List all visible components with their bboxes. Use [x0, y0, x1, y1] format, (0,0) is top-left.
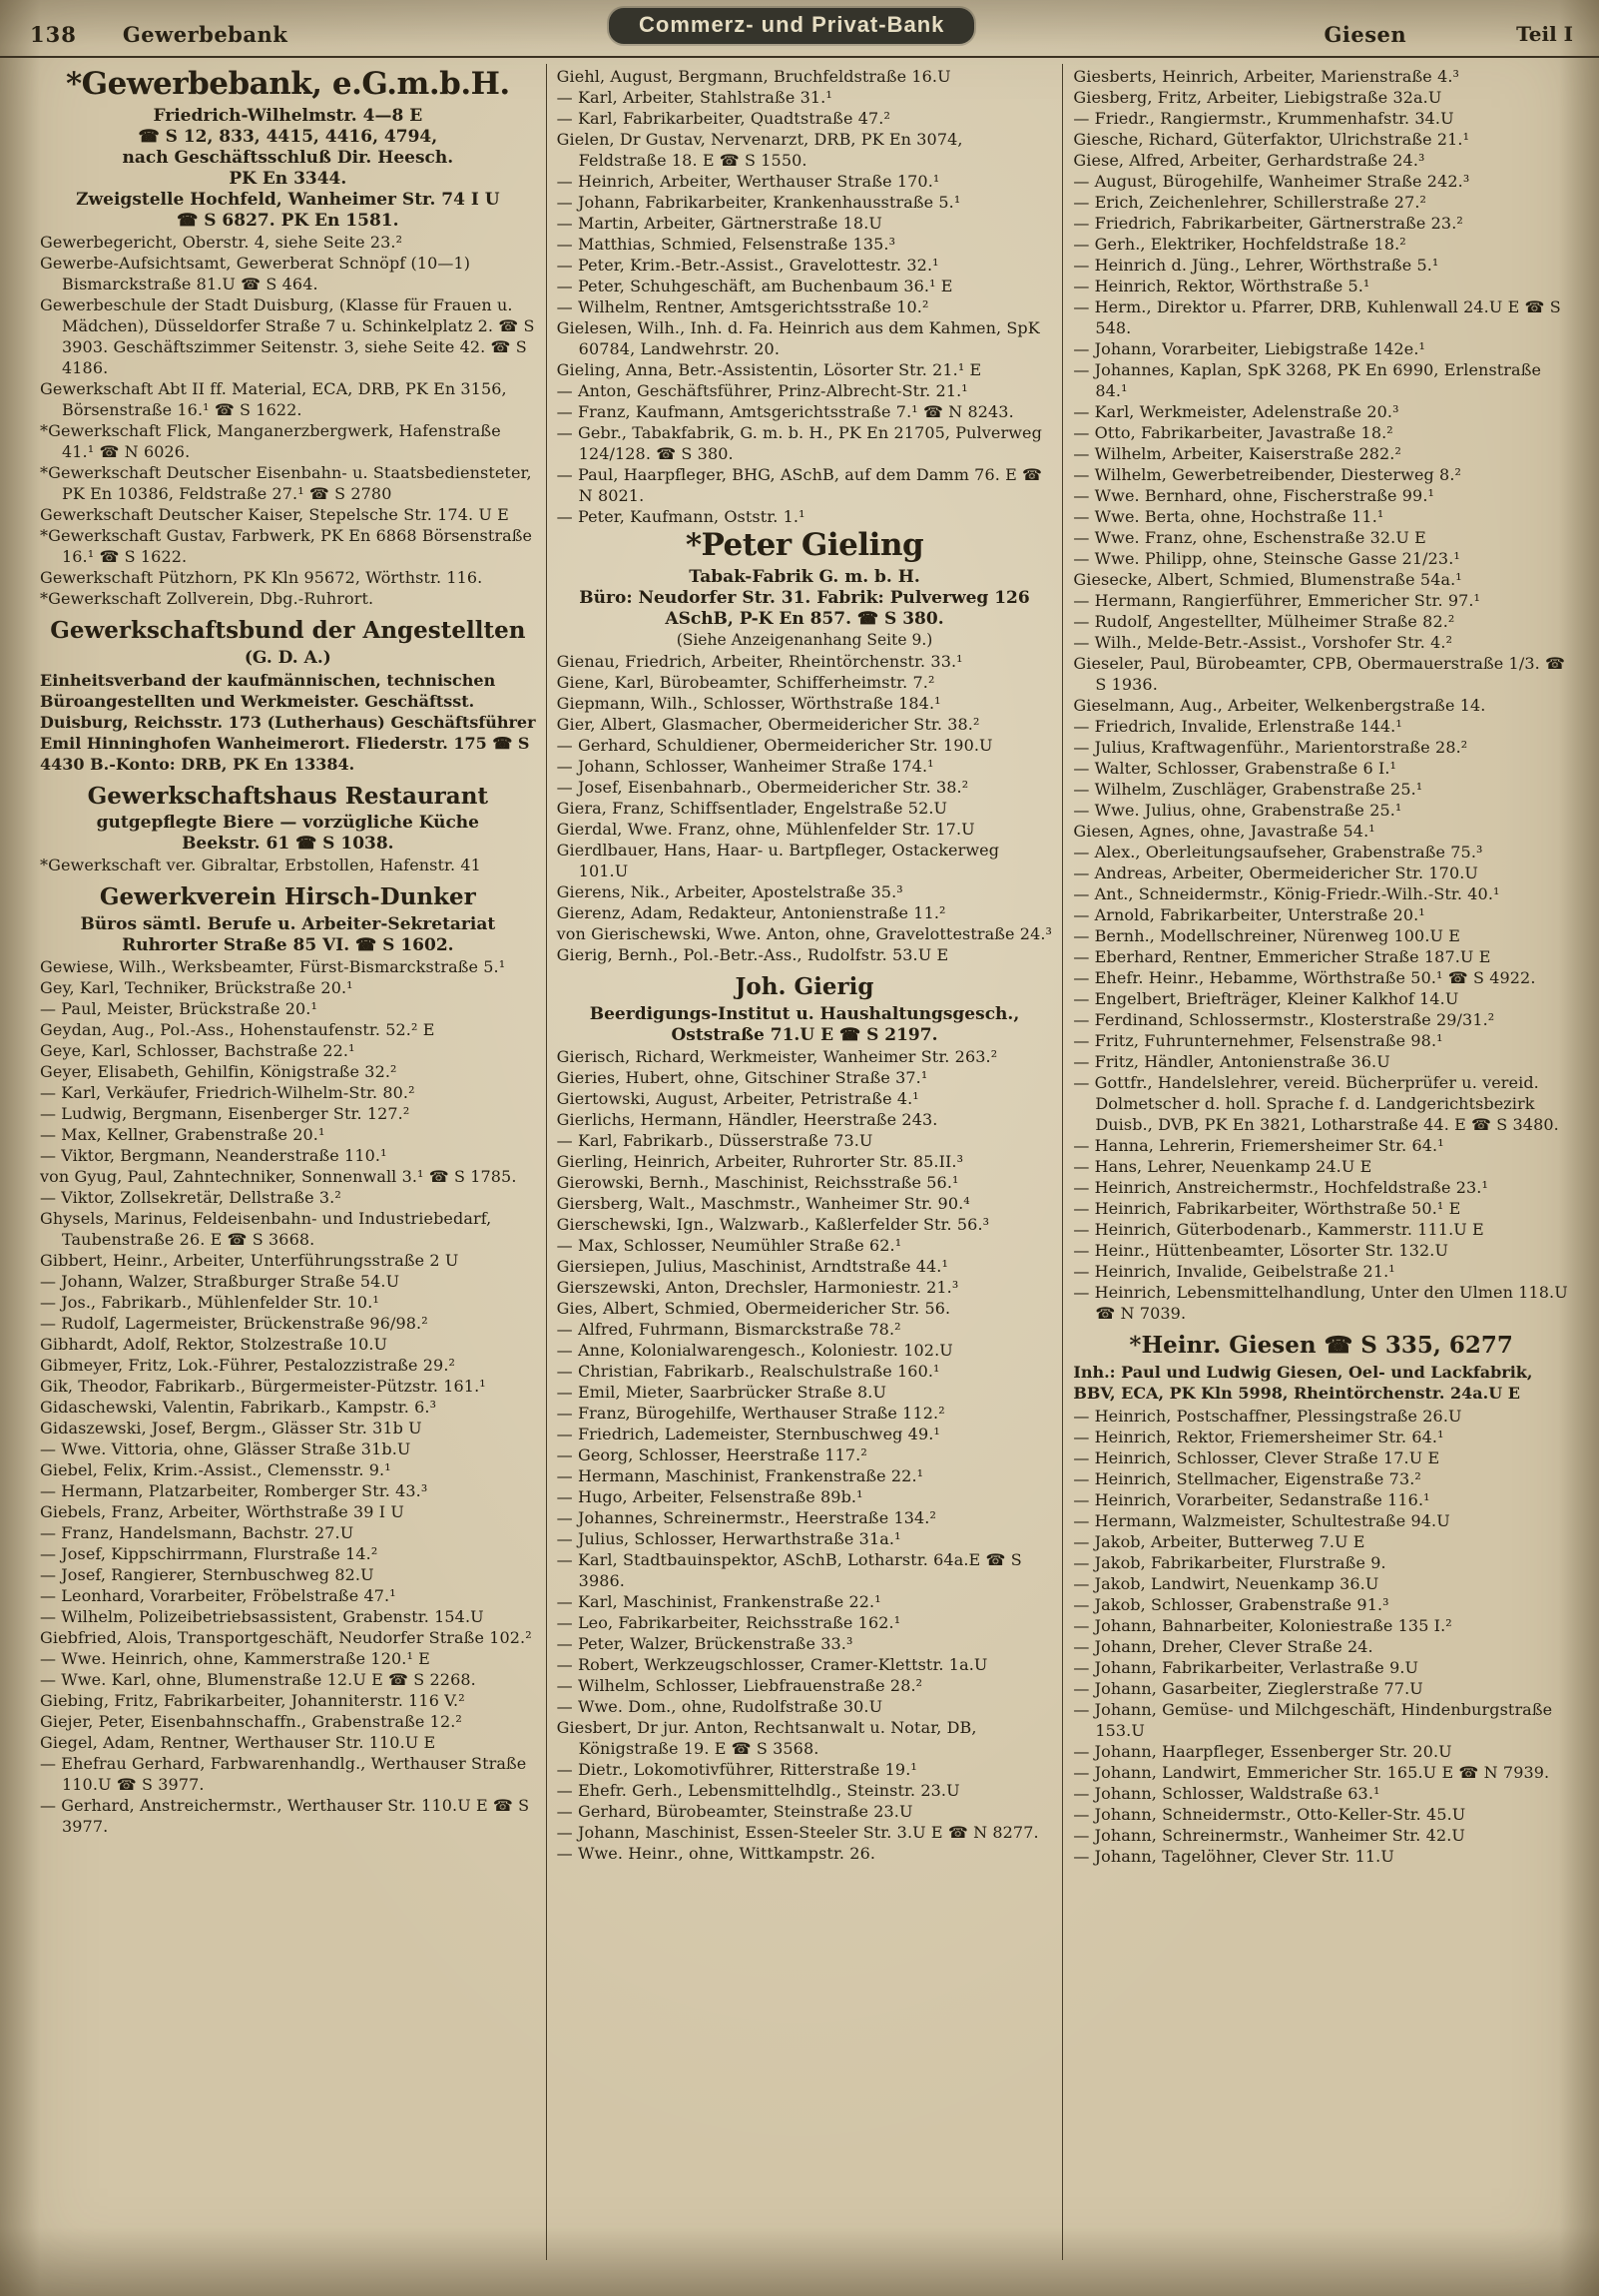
- directory-entry: — Wilhelm, Gewerbetreibender, Diesterweg 8.²: [1073, 465, 1462, 484]
- directory-entry: — Karl, Verkäufer, Friedrich-Wilhelm-Str. 80.²: [40, 1082, 415, 1102]
- directory-entry: — Erich, Zeichenlehrer, Schillerstraße 27.²: [1073, 193, 1427, 212]
- directory-entry: — Johann, Maschinist, Essen-Steeler Str. 3.U E ☎ N 8277.: [556, 1822, 1039, 1842]
- directory-entry: — Johann, Vorarbeiter, Liebigstraße 142e.¹: [1073, 339, 1426, 358]
- directory-entry: — Josef, Eisenbahnarb., Obermeidericher Str. 38.²: [556, 778, 969, 798]
- directory-entry: Giesche, Richard, Güterfaktor, Ulrichstraße 21.¹: [1073, 130, 1470, 149]
- directory-entry: — Heinrich, Vorarbeiter, Sedanstraße 116.¹: [1073, 1490, 1430, 1510]
- directory-adbold: Friedrich-Wilhelmstr. 4—8 E: [153, 106, 423, 127]
- directory-entry: — Franz, Bürogehilfe, Werthauser Straße 112.²: [556, 1403, 945, 1423]
- directory-entry: Gewerkschaft Pützhorn, PK Kln 95672, Wörthstr. 116.: [40, 568, 483, 588]
- directory-entry: Giera, Franz, Schiffsentlader, Engelstraße 52.U: [556, 799, 948, 819]
- directory-entry: Gewerbegericht, Oberstr. 4, siehe Seite 23.²: [40, 233, 403, 253]
- directory-entry: — Wilhelm, Rentner, Amtsgerichtsstraße 10.²: [556, 297, 929, 316]
- directory-parabold: Inh.: Paul und Ludwig Giesen, Oel- und Lackfabrik, BBV, ECA, PK Kln 5998, Rheintörchenstr. 24a.U E: [1073, 1363, 1533, 1404]
- directory-subhead: Gewerkverein Hirsch-Dunker: [99, 883, 476, 911]
- directory-entry: — Arnold, Fabrikarbeiter, Unterstraße 20.¹: [1073, 905, 1425, 924]
- directory-entry: — Heinrich, Arbeiter, Werthauser Straße 170.¹: [556, 172, 940, 191]
- directory-entry: — Johann, Tagelöhner, Clever Str. 11.U: [1073, 1847, 1394, 1867]
- directory-entry: Giene, Karl, Bürobeamter, Schifferheimstr. 7.²: [556, 673, 935, 693]
- directory-entry: — Hermann, Maschinist, Frankenstraße 22.¹: [556, 1465, 924, 1485]
- directory-entry: Gierenz, Adam, Redakteur, Antonienstraße 11.²: [556, 903, 946, 923]
- directory-entry: Gierling, Heinrich, Arbeiter, Ruhrorter Str. 85.II.³: [556, 1151, 964, 1171]
- directory-entry: — Max, Kellner, Grabenstraße 20.¹: [40, 1124, 325, 1144]
- directory-entry: — Johann, Schlosser, Waldstraße 63.¹: [1073, 1784, 1380, 1804]
- directory-entry: Ghysels, Marinus, Feldeisenbahn- und Industriebedarf, Taubenstraße 26. E ☎ S 3668.: [40, 1208, 492, 1249]
- directory-adbold: Beekstr. 61 ☎ S 1038.: [182, 834, 394, 855]
- directory-entry: — Peter, Schuhgeschäft, am Buchenbaum 36.¹ E: [556, 277, 953, 295]
- directory-entry: Gik, Theodor, Fabrikarb., Bürgermeister-Pützstr. 161.¹: [40, 1376, 486, 1396]
- directory-adbold: gutgepflegte Biere — vorzügliche Küche: [96, 813, 479, 834]
- directory-entry: — Johann, Haarpfleger, Essenberger Str. 20.U: [1073, 1742, 1452, 1762]
- directory-entry: — Johannes, Schreinermstr., Heerstraße 134.²: [556, 1507, 937, 1527]
- directory-adbold: Beerdigungs-Institut u. Haushaltungsgesch.,: [589, 1003, 1020, 1024]
- directory-entry: Gewerbe-Aufsichtsamt, Gewerberat Schnöpf (10—1) Bismarckstraße 81.U ☎ S 464.: [40, 254, 471, 294]
- column-1: [30, 64, 546, 2260]
- directory-entry: — Heinrich, Anstreichermstr., Hochfeldstraße 23.¹: [1073, 1178, 1488, 1197]
- directory-entry: — Karl, Stadtbauinspektor, ASchB, Lotharstr. 64a.E ☎ S 3986.: [556, 1549, 1022, 1590]
- directory-entry: — Rudolf, Angestellter, Mülheimer Straße 82.²: [1073, 612, 1455, 631]
- directory-entry: — Walter, Schlosser, Grabenstraße 6 I.¹: [1073, 759, 1397, 778]
- directory-entry: — Karl, Arbeiter, Stahlstraße 31.¹: [556, 88, 832, 107]
- directory-entry: — Johann, Fabrikarbeiter, Krankenhausstraße 5.¹: [556, 193, 961, 212]
- directory-entry: — Robert, Werkzeugschlosser, Cramer-Klettstr. 1a.U: [556, 1654, 988, 1674]
- column-3: [1062, 64, 1579, 2260]
- directory-entry: Gibbert, Heinr., Arbeiter, Unterführungsstraße 2 U: [40, 1250, 459, 1270]
- directory-entry: — Karl, Fabrikarb., Düsserstraße 73.U: [556, 1130, 873, 1150]
- directory-entry: — Anne, Kolonialwarengesch., Koloniestr. 102.U: [556, 1340, 953, 1360]
- directory-entry: — Julius, Kraftwagenführ., Marientorstraße 28.²: [1073, 738, 1468, 757]
- directory-entry: Gidaschewski, Valentin, Fabrikarb., Kampstr. 6.³: [40, 1397, 437, 1417]
- directory-entry: — Wwe. Dom., ohne, Rudolfstraße 30.U: [556, 1696, 883, 1716]
- directory-entry: — Johann, Schreinermstr., Wanheimer Str. 42.U: [1073, 1826, 1465, 1846]
- directory-entry: Giebing, Fritz, Fabrikarbeiter, Johanniterstr. 116 V.²: [40, 1690, 465, 1710]
- directory-entry: — Hermann, Rangierführer, Emmericher Str. 97.¹: [1073, 591, 1481, 610]
- directory-adbold: Büro: Neudorfer Str. 31. Fabrik: Pulverweg 126: [579, 588, 1030, 609]
- directory-entry: — Alex., Oberleitungsaufseher, Grabenstraße 75.³: [1073, 843, 1483, 861]
- directory-subhead: *Heinr. Giesen ☎ S 335, 6277: [1129, 1332, 1513, 1359]
- directory-entry: — Friedrich, Lademeister, Sternbuschweg 49.¹: [556, 1424, 940, 1443]
- directory-entry: — Karl, Fabrikarbeiter, Quadtstraße 47.²: [556, 109, 890, 128]
- directory-entry: — Johann, Schneidermstr., Otto-Keller-Str. 45.U: [1073, 1805, 1466, 1825]
- directory-entry: — Ehefr. Heinr., Hebamme, Wörthstraße 50.¹ ☎ S 4922.: [1073, 968, 1536, 987]
- directory-subhead: Gewerkschaftshaus Restaurant: [87, 782, 489, 810]
- directory-entry: — Heinrich, Schlosser, Clever Straße 17.U E: [1073, 1448, 1440, 1468]
- directory-entry: Gies, Albert, Schmied, Obermeidericher Str. 56.: [556, 1298, 951, 1318]
- directory-entry: Giebel, Felix, Krim.-Assist., Clemensstr. 9.¹: [40, 1459, 391, 1479]
- directory-entry: Gienau, Friedrich, Arbeiter, Rheintörchenstr. 33.¹: [556, 652, 963, 672]
- directory-entry: Gieries, Hubert, ohne, Gitschiner Straße 37.¹: [556, 1067, 928, 1087]
- directory-entry: — Eberhard, Rentner, Emmericher Straße 187.U E: [1073, 947, 1491, 966]
- directory-entry: — Heinrich, Stellmacher, Eigenstraße 73.²: [1073, 1469, 1421, 1489]
- directory-entry: — Herm., Direktor u. Pfarrer, DRB, Kuhlenwall 24.U E ☎ S 548.: [1073, 297, 1561, 337]
- directory-entry: — Gebr., Tabakfabrik, G. m. b. H., PK En 21705, Pulverweg 124/128. ☎ S 380.: [556, 423, 1042, 463]
- directory-entry: — Christian, Fabrikarb., Realschulstraße 160.¹: [556, 1361, 940, 1381]
- directory-entry: Gibmeyer, Fritz, Lok.-Führer, Pestalozzistraße 29.²: [40, 1355, 456, 1375]
- directory-entry: — Wilhelm, Schlosser, Liebfrauenstraße 28.²: [556, 1675, 923, 1695]
- directory-entry: — Hanna, Lehrerin, Friemersheimer Str. 64.¹: [1073, 1136, 1444, 1155]
- directory-entry: — Martin, Arbeiter, Gärtnerstraße 18.U: [556, 214, 882, 233]
- directory-entry: Gierdlbauer, Hans, Haar- u. Bartpfleger, Ostackerweg 101.U: [556, 841, 1000, 881]
- directory-entry: *Gewerkschaft Deutscher Eisenbahn- u. Staatsbediensteter, PK En 10386, Feldstraße 27.¹ ☎ S 2780: [40, 463, 532, 504]
- directory-entry: — Hugo, Arbeiter, Felsenstraße 89b.¹: [556, 1486, 863, 1506]
- directory-entry: — Max, Schlosser, Neumühler Straße 62.¹: [556, 1235, 902, 1255]
- directory-entry: Giertowski, August, Arbeiter, Petristraße 4.¹: [556, 1088, 919, 1108]
- directory-entry: — Paul, Haarpfleger, BHG, ASchB, auf dem Damm 76. E ☎ N 8021.: [556, 465, 1043, 505]
- directory-entry: — Matthias, Schmied, Felsenstraße 135.³: [556, 235, 896, 254]
- directory-entry: — Heinrich, Invalide, Geibelstraße 21.¹: [1073, 1262, 1395, 1281]
- directory-adbold: Ruhrorter Straße 85 VI. ☎ S 1602.: [122, 934, 454, 955]
- directory-display: *Gewerbebank, e.G.m.b.H.: [65, 66, 510, 102]
- directory-entry: — Anton, Geschäftsführer, Prinz-Albrecht-Str. 21.¹: [556, 381, 968, 400]
- directory-columns: [0, 58, 1599, 2286]
- directory-entry: — Friedr., Rangiermstr., Krummenhafstr. 34.U: [1073, 109, 1454, 128]
- directory-entry: — Karl, Werkmeister, Adelenstraße 20.³: [1073, 402, 1399, 421]
- directory-ad: (Siehe Anzeigenanhang Seite 9.): [676, 631, 933, 650]
- page-header: [0, 0, 1599, 58]
- directory-entry: — Bernh., Modellschreiner, Nürenweg 100.U E: [1073, 926, 1461, 945]
- directory-entry: — Jakob, Arbeiter, Butterweg 7.U E: [1073, 1532, 1365, 1552]
- directory-entry: Gewiese, Wilh., Werksbeamter, Fürst-Bismarckstraße 5.¹: [40, 956, 506, 976]
- directory-entry: *Gewerkschaft Zollverein, Dbg.-Ruhrort.: [40, 589, 374, 609]
- directory-adbold: PK En 3344.: [229, 169, 347, 190]
- directory-entry: Gierowski, Bernh., Maschinist, Reichsstraße 56.¹: [556, 1172, 959, 1192]
- directory-entry: Gieselmann, Aug., Arbeiter, Welkenbergstraße 14.: [1073, 696, 1486, 715]
- directory-entry: — Ehefrau Gerhard, Farbwarenhandlg., Werthauser Straße 110.U ☎ S 3977.: [40, 1753, 527, 1794]
- directory-adbold: (G. D. A.): [244, 647, 331, 668]
- directory-entry: — Hermann, Platzarbeiter, Romberger Str. 43.³: [40, 1480, 428, 1500]
- directory-entry: — Heinrich, Rektor, Friemersheimer Str. 64.¹: [1073, 1428, 1444, 1447]
- directory-entry: *Gewerkschaft Gustav, Farbwerk, PK En 6868 Börsenstraße 16.¹ ☎ S 1622.: [40, 526, 533, 567]
- directory-entry: — Heinrich, Postschaffner, Plessingstraße 26.U: [1073, 1407, 1462, 1427]
- directory-entry: Giersberg, Walt., Maschmstr., Wanheimer Str. 90.⁴: [556, 1193, 970, 1213]
- directory-entry: Gierszewski, Anton, Drechsler, Harmoniestr. 21.³: [556, 1277, 959, 1297]
- column-2: [546, 64, 1063, 2260]
- directory-entry: — Leo, Fabrikarbeiter, Reichsstraße 162.¹: [556, 1612, 901, 1632]
- directory-entry: — Gerhard, Bürobeamter, Steinstraße 23.U: [556, 1801, 913, 1821]
- directory-entry: — Heinr., Hüttenbeamter, Lösorter Str. 132.U: [1073, 1241, 1449, 1260]
- directory-entry: — Viktor, Zollsekretär, Dellstraße 3.²: [40, 1187, 341, 1207]
- directory-entry: — Heinrich, Lebensmittelhandlung, Unter den Ulmen 118.U ☎ N 7039.: [1073, 1283, 1568, 1323]
- directory-entry: — Rudolf, Lagermeister, Brückenstraße 96/98.²: [40, 1313, 428, 1333]
- directory-entry: Giegel, Adam, Rentner, Werthauser Str. 110.U E: [40, 1732, 436, 1752]
- directory-entry: — August, Bürogehilfe, Wanheimer Straße 242.³: [1073, 172, 1470, 191]
- directory-entry: — Alfred, Fuhrmann, Bismarckstraße 78.²: [556, 1319, 901, 1339]
- directory-entry: — Wilhelm, Polizeibetriebsassistent, Grabenstr. 154.U: [40, 1606, 484, 1626]
- directory-entry: — Friedrich, Invalide, Erlenstraße 144.¹: [1073, 717, 1402, 736]
- directory-entry: — Wilhelm, Zuschläger, Grabenstraße 25.¹: [1073, 780, 1423, 799]
- directory-entry: — Jos., Fabrikarb., Mühlenfelder Str. 10.¹: [40, 1292, 379, 1312]
- directory-entry: — Hans, Lehrer, Neuenkamp 24.U E: [1073, 1157, 1372, 1176]
- directory-entry: Giebfried, Alois, Transportgeschäft, Neudorfer Straße 102.²: [40, 1627, 532, 1647]
- directory-entry: — Wwe. Berta, ohne, Hochstraße 11.¹: [1073, 507, 1384, 526]
- directory-entry: — Wwe. Heinr., ohne, Wittkampstr. 26.: [556, 1843, 876, 1863]
- header-keyword-right: Giesen: [1324, 21, 1407, 47]
- directory-entry: — Fritz, Händler, Antonienstraße 36.U: [1073, 1052, 1390, 1071]
- directory-entry: — Gottfr., Handelslehrer, vereid. Bücherprüfer u. vereid. Dolmetscher d. holl. Sprache f. d. Landgerichtsbezirk Duisb., DVB, PK En 3821, Lotharstraße 44. E ☎ S 3480.: [1073, 1073, 1559, 1134]
- directory-entry: Geye, Karl, Schlosser, Bachstraße 22.¹: [40, 1040, 355, 1060]
- directory-entry: — Wwe. Heinrich, ohne, Kammerstraße 120.¹ E: [40, 1648, 430, 1668]
- directory-entry: — Otto, Fabrikarbeiter, Javastraße 18.²: [1073, 423, 1393, 442]
- directory-entry: von Gyug, Paul, Zahntechniker, Sonnenwall 3.¹ ☎ S 1785.: [40, 1166, 517, 1186]
- directory-entry: — Peter, Kaufmann, Oststr. 1.¹: [556, 507, 805, 526]
- directory-adbold: Oststraße 71.U E ☎ S 2197.: [671, 1024, 938, 1045]
- directory-entry: Gieseler, Paul, Bürobeamter, CPB, Obermauerstraße 1/3. ☎ S 1936.: [1073, 654, 1566, 694]
- directory-adbold: ☎ S 12, 833, 4415, 4416, 4794,: [138, 127, 438, 148]
- directory-entry: — Heinrich, Fabrikarbeiter, Wörthstraße 50.¹ E: [1073, 1199, 1461, 1218]
- directory-entry: Gierdal, Wwe. Franz, ohne, Mühlenfelder Str. 17.U: [556, 820, 975, 840]
- directory-entry: Giese, Alfred, Arbeiter, Gerhardstraße 24.³: [1073, 151, 1425, 170]
- directory-entry: — Johann, Landwirt, Emmericher Str. 165.U E ☎ N 7939.: [1073, 1763, 1550, 1783]
- directory-entry: — Heinrich, Güterbodenarb., Kammerstr. 111.U E: [1073, 1220, 1484, 1239]
- directory-entry: — Paul, Meister, Brückstraße 20.¹: [40, 998, 318, 1018]
- directory-entry: — Andreas, Arbeiter, Obermeidericher Str. 170.U: [1073, 863, 1479, 882]
- directory-entry: Giesberg, Fritz, Arbeiter, Liebigstraße 32a.U: [1073, 88, 1442, 107]
- directory-entry: — Leonhard, Vorarbeiter, Fröbelstraße 47.¹: [40, 1585, 396, 1605]
- directory-entry: — Gerh., Elektriker, Hochfeldstraße 18.²: [1073, 235, 1406, 254]
- directory-entry: — Ludwig, Bergmann, Eisenberger Str. 127.²: [40, 1103, 410, 1123]
- directory-subhead: Gewerkschaftsbund der Angestellten: [50, 617, 526, 645]
- directory-entry: Gewerbeschule der Stadt Duisburg, (Klasse für Frauen u. Mädchen), Düsseldorfer Straße 7 u. Schinkelplatz 2. ☎ S 3903. Geschäftszimmer Seitenstr. 3, siehe Seite 42. ☎ S 4186.: [40, 295, 535, 378]
- directory-entry: *Gewerkschaft Flick, Manganerzbergwerk, Hafenstraße 41.¹ ☎ N 6026.: [40, 421, 501, 462]
- directory-entry: Gibhardt, Adolf, Rektor, Stolzestraße 10.U: [40, 1334, 388, 1354]
- header-keyword-left: Gewerbebank: [122, 21, 288, 47]
- directory-adbold: Zweigstelle Hochfeld, Wanheimer Str. 74 I U: [76, 190, 500, 211]
- directory-entry: Gewerkschaft Deutscher Kaiser, Stepelsche Str. 174. U E: [40, 505, 509, 525]
- directory-entry: — Georg, Schlosser, Heerstraße 117.²: [556, 1444, 867, 1464]
- directory-entry: — Johann, Walzer, Straßburger Straße 54.U: [40, 1271, 400, 1291]
- directory-entry: — Wwe. Franz, ohne, Eschenstraße 32.U E: [1073, 528, 1426, 547]
- directory-entry: — Johann, Gasarbeiter, Zieglerstraße 77.U: [1073, 1679, 1423, 1699]
- directory-entry: Gierens, Nik., Arbeiter, Apostelstraße 35.³: [556, 882, 903, 902]
- directory-entry: — Karl, Maschinist, Frankenstraße 22.¹: [556, 1591, 881, 1611]
- directory-entry: — Julius, Schlosser, Herwarthstraße 31a.¹: [556, 1528, 901, 1548]
- directory-entry: — Wwe. Bernhard, ohne, Fischerstraße 99.¹: [1073, 486, 1435, 505]
- directory-entry: — Johann, Gemüse- und Milchgeschäft, Hindenburgstraße 153.U: [1073, 1700, 1553, 1741]
- directory-parabold: Einheitsverband der kaufmännischen, technischen Büroangestellten und Werkmeister. Geschäftsst. Duisburg, Reichsstr. 173 (Lutherhaus) Geschäftsführer Emil Hinninghofen Wanheimerort. Fliederstr. 175 ☎ S 4430 B.-Konto: DRB, PK En 13384.: [40, 670, 536, 774]
- directory-entry: — Fritz, Fuhrunternehmer, Felsenstraße 98.¹: [1073, 1031, 1443, 1050]
- directory-entry: *Gewerkschaft ver. Gibraltar, Erbstollen, Hafenstr. 41: [40, 856, 481, 875]
- directory-entry: Giejer, Peter, Eisenbahnschaffn., Grabenstraße 12.²: [40, 1711, 462, 1731]
- directory-entry: Giesen, Agnes, ohne, Javastraße 54.¹: [1073, 822, 1375, 841]
- directory-entry: Giebels, Franz, Arbeiter, Wörthstraße 39 I U: [40, 1501, 404, 1521]
- directory-entry: von Gierischewski, Wwe. Anton, ohne, Gravelottestraße 24.³: [556, 924, 1053, 944]
- directory-entry: — Wwe. Vittoria, ohne, Glässer Straße 31b.U: [40, 1438, 411, 1458]
- directory-entry: Geydan, Aug., Pol.-Ass., Hohenstaufenstr. 52.² E: [40, 1019, 435, 1039]
- directory-adbold: nach Geschäftsschluß Dir. Heesch.: [122, 148, 454, 169]
- directory-entry: — Josef, Rangierer, Sternbuschweg 82.U: [40, 1564, 374, 1584]
- directory-entry: — Ehefr. Gerh., Lebensmittelhdlg., Steinstr. 23.U: [556, 1780, 960, 1800]
- directory-entry: — Engelbert, Briefträger, Kleiner Kalkhof 14.U: [1073, 989, 1459, 1008]
- directory-entry: — Peter, Krim.-Betr.-Assist., Gravelottestr. 32.¹: [556, 256, 939, 275]
- directory-adbold: Büros sämtl. Berufe u. Arbeiter-Sekretariat: [80, 913, 496, 934]
- directory-subhead: Joh. Gierig: [735, 973, 874, 1001]
- directory-entry: — Ant., Schneidermstr., König-Friedr.-Wilh.-Str. 40.¹: [1073, 884, 1500, 903]
- directory-entry: Gey, Karl, Techniker, Brückstraße 20.¹: [40, 977, 353, 997]
- directory-display: *Peter Gieling: [685, 527, 924, 563]
- directory-entry: — Franz, Handelsmann, Bachstr. 27.U: [40, 1522, 354, 1542]
- directory-entry: — Wilh., Melde-Betr.-Assist., Vorshofer Str. 4.²: [1073, 633, 1453, 652]
- directory-entry: — Johann, Bahnarbeiter, Koloniestraße 135 I.²: [1073, 1616, 1452, 1636]
- directory-entry: Giesecke, Albert, Schmied, Blumenstraße 54a.¹: [1073, 570, 1462, 589]
- directory-entry: — Emil, Mieter, Saarbrücker Straße 8.U: [556, 1382, 887, 1402]
- directory-entry: — Johann, Fabrikarbeiter, Verlastraße 9.U: [1073, 1658, 1419, 1678]
- directory-entry: Giepmann, Wilh., Schlosser, Wörthstraße 184.¹: [556, 694, 941, 714]
- directory-entry: Giesberts, Heinrich, Arbeiter, Marienstraße 4.³: [1073, 67, 1460, 86]
- directory-entry: — Dietr., Lokomotivführer, Ritterstraße 19.¹: [556, 1759, 917, 1779]
- directory-entry: Gierschewski, Ign., Walzwarb., Kaßlerfelder Str. 56.³: [556, 1214, 990, 1234]
- directory-entry: — Peter, Walzer, Brückenstraße 33.³: [556, 1633, 853, 1653]
- directory-entry: — Wilhelm, Arbeiter, Kaiserstraße 282.²: [1073, 444, 1402, 463]
- directory-entry: — Heinrich d. Jüng., Lehrer, Wörthstraße 5.¹: [1073, 256, 1439, 275]
- directory-entry: Giehl, August, Bergmann, Bruchfeldstraße 16.U: [556, 67, 951, 86]
- directory-entry: Gielesen, Wilh., Inh. d. Fa. Heinrich aus dem Kahmen, SpK 60784, Landwehrstr. 20.: [556, 318, 1040, 358]
- directory-entry: — Viktor, Bergmann, Neanderstraße 110.¹: [40, 1145, 387, 1165]
- directory-entry: — Jakob, Schlosser, Grabenstraße 91.³: [1073, 1595, 1389, 1615]
- directory-adbold: ☎ S 6827. PK En 1581.: [177, 211, 399, 232]
- directory-entry: — Josef, Kippschirrmann, Flurstraße 14.²: [40, 1543, 378, 1563]
- directory-entry: — Gerhard, Schuldiener, Obermeidericher Str. 190.U: [556, 736, 993, 756]
- directory-entry: — Wwe. Julius, ohne, Grabenstraße 25.¹: [1073, 801, 1402, 820]
- directory-entry: — Johannes, Kaplan, SpK 3268, PK En 6990, Erlenstraße 84.¹: [1073, 360, 1542, 400]
- directory-entry: — Jakob, Landwirt, Neuenkamp 36.U: [1073, 1574, 1379, 1594]
- directory-entry: Geyer, Elisabeth, Gehilfin, Königstraße 32.²: [40, 1061, 397, 1081]
- directory-adbold: Tabak-Fabrik G. m. b. H.: [689, 567, 920, 588]
- directory-entry: Gier, Albert, Glasmacher, Obermeidericher Str. 38.²: [556, 715, 980, 735]
- directory-entry: Gierlichs, Hermann, Händler, Heerstraße 243.: [556, 1109, 938, 1129]
- directory-entry: Gieling, Anna, Betr.-Assistentin, Lösorter Str. 21.¹ E: [556, 360, 982, 379]
- directory-adbold: ASchB, P-K En 857. ☎ S 380.: [665, 609, 944, 630]
- directory-entry: Gielen, Dr Gustav, Nervenarzt, DRB, PK En 3074, Feldstraße 18. E ☎ S 1550.: [556, 130, 963, 170]
- directory-entry: — Ferdinand, Schlossermstr., Klosterstraße 29/31.²: [1073, 1010, 1495, 1029]
- directory-entry: — Friedrich, Fabrikarbeiter, Gärtnerstraße 23.²: [1073, 214, 1463, 233]
- directory-entry: — Franz, Kaufmann, Amtsgerichtsstraße 7.¹ ☎ N 8243.: [556, 402, 1014, 421]
- directory-entry: — Johann, Schlosser, Wanheimer Straße 174.¹: [556, 757, 934, 777]
- directory-entry: — Wwe. Philipp, ohne, Steinsche Gasse 21/23.¹: [1073, 549, 1460, 568]
- header-part-label: Teil I: [1516, 22, 1573, 46]
- directory-entry: Gierig, Bernh., Pol.-Betr.-Ass., Rudolfstr. 53.U E: [556, 945, 949, 965]
- directory-entry: — Hermann, Walzmeister, Schultestraße 94.U: [1073, 1511, 1450, 1531]
- directory-entry: — Jakob, Fabrikarbeiter, Flurstraße 9.: [1073, 1553, 1386, 1573]
- bank-banner: Commerz- und Privat-Bank: [609, 8, 974, 44]
- directory-entry: Giersiepen, Julius, Maschinist, Arndtstraße 44.¹: [556, 1256, 948, 1276]
- directory-entry: — Wwe. Karl, ohne, Blumenstraße 12.U E ☎ S 2268.: [40, 1669, 476, 1689]
- directory-entry: — Gerhard, Anstreichermstr., Werthauser Str. 110.U E ☎ S 3977.: [40, 1795, 530, 1836]
- directory-entry: Gidaszewski, Josef, Bergm., Glässer Str. 31b U: [40, 1418, 422, 1437]
- page-number: 138: [30, 21, 77, 47]
- directory-entry: Giesbert, Dr jur. Anton, Rechtsanwalt u. Notar, DB, Königstraße 19. E ☎ S 3568.: [556, 1717, 977, 1758]
- directory-entry: Gierisch, Richard, Werkmeister, Wanheimer Str. 263.²: [556, 1046, 998, 1066]
- directory-entry: — Johann, Dreher, Clever Straße 24.: [1073, 1637, 1373, 1657]
- directory-entry: Gewerkschaft Abt II ff. Material, ECA, DRB, PK En 3156, Börsenstraße 16.¹ ☎ S 1622.: [40, 379, 507, 420]
- directory-entry: — Heinrich, Rektor, Wörthstraße 5.¹: [1073, 277, 1370, 295]
